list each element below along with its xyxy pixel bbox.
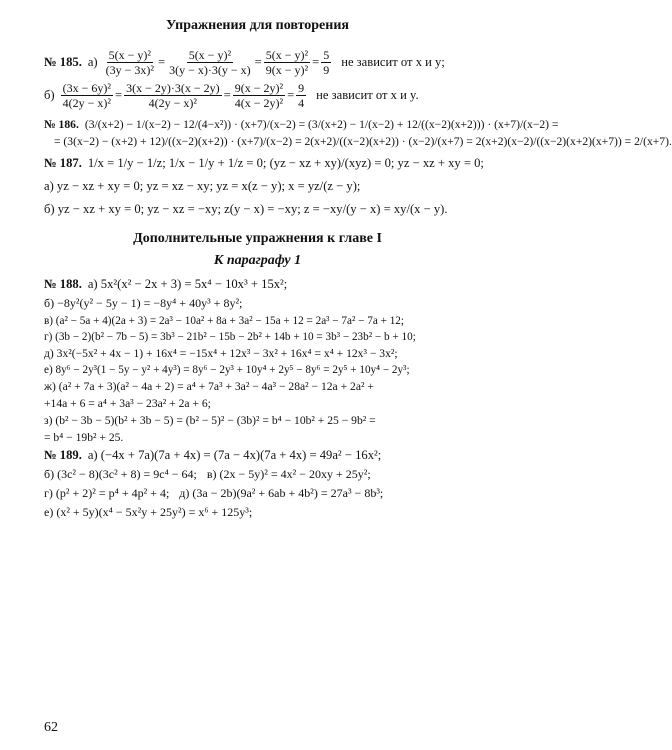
equation-text: б) (3c² − 8)(3c² + 8) = 9c⁴ − 64;: [44, 467, 197, 481]
equation-text: а) yz − xz + xy = 0; yz = xz − xy; yz = x(z − y); x = yz/(z − y);: [44, 179, 361, 193]
fraction: $\frac{\text{5(x − y)²}}{\text{(3y − 3x)²}}$: [105, 48, 154, 77]
exercise-number: № 188.: [44, 277, 82, 291]
exercise-185b: б) $\frac{\text{(3x − 6y)²}}{\text{4(2y − x)²}}$ = $\frac{3(x - 2y)\cdot 3(x - 2y)}{\text{4(2y − x)²}}$ = $\frac{\text{9(x − 2y)²}}{\text{4(x − 2y)²}}$ = $\frac{9}{4}$ не зависит от x и y.: [44, 81, 419, 110]
exercise-188v: [44, 315, 471, 327]
fraction: $\frac{\text{(3x − 6y)²}}{\text{4(2y − x)²}}$: [62, 81, 111, 110]
equation-text: д) (3a − 2b)(9a² + 6ab + 4b²) = 27a³ − 8b³;: [179, 486, 384, 500]
equation-text: г) (3b − 2)(b² − 7b − 5) = 3b³ − 21b² − 15b − 2b² + 14b + 10 = 3b³ − 23b² − b + 10;: [44, 331, 416, 343]
exercise-188z-line2: [44, 431, 471, 444]
equation-text: (3/(x+2) − 1/(x−2) − 12/(4−x²)) · (x+7)/(x−2) = (3/(x+2) − 1/(x−2) + 12/((x−2)(x+2))) · (x+7)/(x−2) =: [84, 118, 559, 131]
exercise-188a: [44, 277, 471, 292]
equation-text: в) (2x − 5y)² = 4x² − 20xy + 25y²;: [206, 467, 371, 481]
exercise-189g-d: [44, 486, 471, 501]
item-label: а): [87, 55, 98, 69]
equation-text: в) (a² − 5a + 4)(2a + 3) = 2a³ − 10a² + 8a + 3a² − 15a + 12 = 2a³ − 7a² − 7a + 12;: [44, 315, 404, 327]
equation-text: е) (x² + 5y)(x⁴ − 5x²y + 25y²) = x⁶ + 125y³;: [44, 505, 253, 519]
exercise-188g: [44, 331, 471, 343]
equation-text: з) (b² − 3b − 5)(b² + 3b − 5) = (b² − 5)² − (3b)² = b⁴ − 10b² + 25 − 9b² =: [44, 414, 376, 427]
fraction: $\frac{\text{5(x − y)²}}{\text{9(x − y)²}}$: [265, 48, 309, 77]
exercise-185a: № 185. а) $\frac{\text{5(x − y)²}}{\text{(3y − 3x)²}}$ = $\frac{\text{5(x − y)²}}{3(y - x)\cdot 3(y - x)}$ = $\frac{\text{5(x − y)²}}{\text{9(x − y)²}}$ = $\frac{5}{9}$ не зависит от x и y;: [44, 48, 445, 77]
exercise-188d: [44, 347, 471, 360]
exercise-189a: [44, 448, 471, 463]
exercise-188b: [44, 296, 471, 311]
exercise-number: № 185.: [44, 55, 82, 69]
exercise-188zh-line1: [44, 380, 471, 393]
equation-text: 1/x = 1/y − 1/z; 1/x − 1/y + 1/z = 0; (yz − xz + xy)/(xyz) = 0; yz − xz + xy = 0;: [87, 156, 484, 170]
conclusion-text: не зависит от x и y;: [341, 55, 445, 69]
exercise-188z-line1: [44, 414, 471, 427]
equation-text: а) (−4x + 7a)(7a + 4x) = (7a − 4x)(7a + 4x) = 49a² − 16x²;: [87, 448, 382, 462]
exercise-187-line1: [44, 156, 484, 171]
exercise-187b: [44, 202, 471, 217]
chapter-heading: Дополнительные упражнения к главе I: [133, 231, 382, 246]
equation-text: = b⁴ − 19b² + 25.: [44, 431, 124, 444]
equation-text: +14a + 6 = a⁴ + 3a³ − 23a² + 2a + 6;: [44, 397, 211, 410]
equation-text: = (3(x−2) − (x+2) + 12)/((x−2)(x+2)) · (x+7)/(x−2) = 2(x+2)/((x−2)(x+2)) · (x−2)/(x+7) = 2(x+2)(x−2)/((x−2)(x+2)(x+7)) = 2/(x+7).: [54, 135, 672, 148]
exercise-188e: [44, 364, 471, 376]
exercise-186-line2: [44, 135, 672, 148]
fraction: $\frac{\text{5(x − y)²}}{3(y - x)\cdot 3(y - x)}$: [169, 48, 251, 77]
equation-text: д) 3x²(−5x² + 4x − 1) + 16x⁴ = −15x⁴ + 12x³ − 3x² + 16x⁴ = x⁴ + 12x³ − 3x²;: [44, 347, 398, 360]
paragraph-heading: К параграфу 1: [213, 253, 302, 268]
conclusion-text: не зависит от x и y.: [316, 88, 419, 102]
equation-text: б) yz − xz + xy = 0; yz − xz = −xy; z(y − x) = −xy; z = −xy/(y − x) = xy/(x − y).: [44, 202, 448, 216]
fraction: $\frac{9}{4}$: [298, 81, 305, 110]
fraction: $\frac{5}{9}$: [323, 48, 330, 77]
equation-text: б) −8y²(y² − 5y − 1) = −8y⁴ + 40y³ + 8y²;: [44, 296, 243, 310]
exercise-187a: [44, 179, 471, 194]
equation-text: а) 5x²(x² − 2x + 3) = 5x⁴ − 10x³ + 15x²;: [87, 277, 288, 291]
page-number: 62: [44, 720, 58, 735]
section-title: Упражнения для повторения: [166, 18, 349, 33]
fraction: $\frac{\text{9(x − 2y)²}}{\text{4(x − 2y)²}}$: [234, 81, 284, 110]
fraction: $\frac{3(x - 2y)\cdot 3(x - 2y)}{\text{4(2y − x)²}}$: [126, 81, 220, 110]
exercise-189b-v: [44, 467, 471, 482]
exercise-188zh-line2: [44, 397, 471, 410]
exercise-number: № 186.: [44, 118, 79, 131]
exercise-number: № 189.: [44, 448, 82, 462]
exercise-186-line1: [44, 118, 559, 131]
equation-text: е) 8y⁶ − 2y³(1 − 5y − y² + 4y³) = 8y⁶ − 2y³ + 10y⁴ + 2y⁵ − 8y⁶ = 2y⁵ + 10y⁴ − 2y³;: [44, 364, 410, 376]
item-label: б): [44, 88, 55, 102]
equation-text: г) (p² + 2)² = p⁴ + 4p² + 4;: [44, 486, 170, 500]
exercise-189e: [44, 505, 471, 520]
equation-text: ж) (a² + 7a + 3)(a² − 4a + 2) = a⁴ + 7a³ + 3a² − 4a³ − 28a² − 12a + 2a² +: [44, 380, 374, 393]
exercise-number: № 187.: [44, 156, 82, 170]
